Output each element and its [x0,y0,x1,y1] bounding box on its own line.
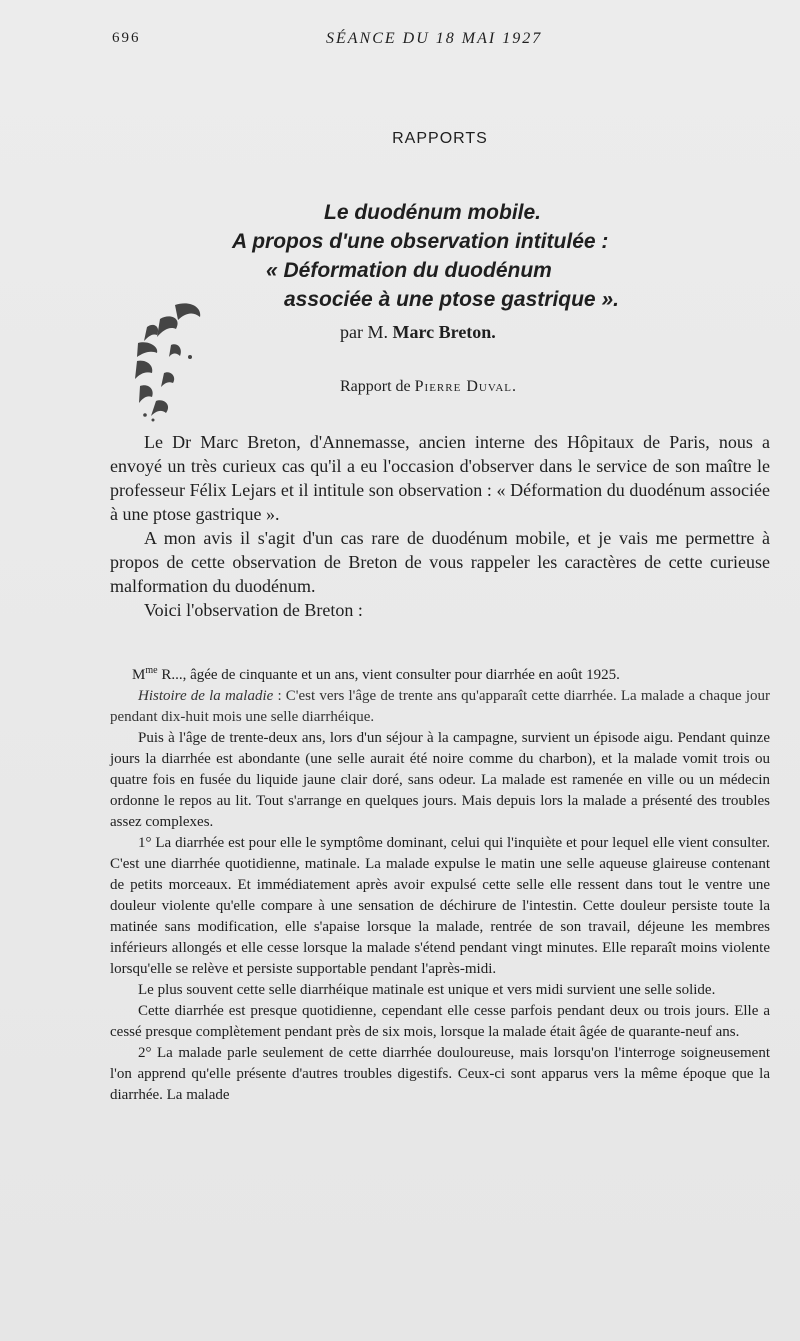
author-name: Marc Breton. [392,322,496,342]
article-title [170,198,690,314]
observation-subject-superscript: me [145,665,158,676]
article-title-line-2: A propos d'une observation intitulée : [232,230,609,253]
running-title: SÉANCE DU 18 MAI 1927 [326,30,543,47]
intro-text [110,430,770,622]
article-title-line-1: Le duodénum mobile. [324,201,542,224]
observation-opening-text: R..., âgée de cinquante et un ans, vient consulter pour diarrhée en août 1925. [157,667,620,683]
report-line [340,378,517,396]
observation-paragraph: 1° La diarrhée est pour elle le symptôme dominant, celui qui l'inquiète et pour lequel elle vient consulter. C'est une diarrhée quotidienne, matinale. La malade expulse le matin une selle aqueuse glaireuse contenant de petits morceaux. Et immédiatement après avoir expulsé cette selle elle ressent dans tout le ventre une douleur violente qu'elle compare à une sensation de déchirure de l'intestin. Cette douleur persiste toute la matinée sans modification, elle s'apaise lorsque la malade, rentrée de son travail, déjeune les membres inférieurs allongés et elle cesse lorsque la malade s'étend pendant vingt minutes. Elle reparaît moins violente lorsqu'elle se relève et persiste supportable pendant l'après-midi. [110,835,770,977]
author-prefix: par M. [340,322,388,342]
observation-paragraph: 2° La malade parle seulement de cette diarrhée douloureuse, mais lorsqu'on l'interroge soigneusement l'on apprend qu'elle présente d'autres troubles digestifs. Ceux-ci sont apparus vers la même époque que la diarrhée. La malade [110,1045,770,1103]
intro-paragraph: Le Dr Marc Breton, d'Annemasse, ancien interne des Hôpitaux de Paris, nous a envoyé un très curieux cas qu'il a eu l'occasion d'observer dans le service de son maître le professeur Félix Lejars et il intitule son observation : « Déformation du duodénum associée à une ptose gastrique ». [110,432,770,524]
author-line [340,322,496,343]
page-number: 696 [112,30,141,46]
running-head [112,30,772,54]
observation-text [110,660,770,1106]
observation-paragraph: Puis à l'âge de trente-deux ans, lors d'un séjour à la campagne, survient un épisode aigu. Pendant quinze jours la diarrhée est abondante (une selle aurait été noire comme du charbon), et la malade vomit trois ou quatre fois en fusée du liquide jaune clair doré, sans odeur. La malade est ramenée en ville ou un médecin ordonne le repos au lit. Tout s'arrange en quelques jours. Mais depuis lors la malade a présenté des troubles assez complexes. [110,730,770,830]
intro-paragraph: A mon avis il s'agit d'un cas rare de duodénum mobile, et je vais me permettre à propos de cette observation de Breton de vous rappeler les caractères de cette curieuse malformation du duodénum. [110,528,770,596]
observation-paragraph: Le plus souvent cette selle diarrhéique matinale est unique et vers midi survient une selle solide. [138,982,716,998]
observation-subject-prefix: M [132,667,146,683]
article-title-line-3: « Déformation du duodénum [266,259,552,282]
article-title-line-4: associée à une ptose gastrique ». [284,288,619,311]
report-prefix: Rapport de [340,378,411,395]
library-stamp-mark [130,295,208,425]
history-paragraph [110,686,770,728]
intro-paragraph: Voici l'observation de Breton : [144,600,363,620]
history-text: : C'est vers l'âge de trente ans qu'apparaît cette diarrhée. La malade a chaque jour pendant dix-huit mois une selle diarrhéique. [110,688,770,725]
history-label: Histoire de la maladie [138,688,274,704]
section-title: RAPPORTS [392,130,488,147]
observation-paragraph: Cette diarrhée est presque quotidienne, cependant elle cesse parfois pendant deux ou trois jours. Elle a cessé presque complètement pendant près de six mois, lorsque la malade était âgée de quarante-neuf ans. [110,1003,770,1040]
observation-opening [110,660,770,686]
report-name: Pierre Duval. [414,378,518,395]
